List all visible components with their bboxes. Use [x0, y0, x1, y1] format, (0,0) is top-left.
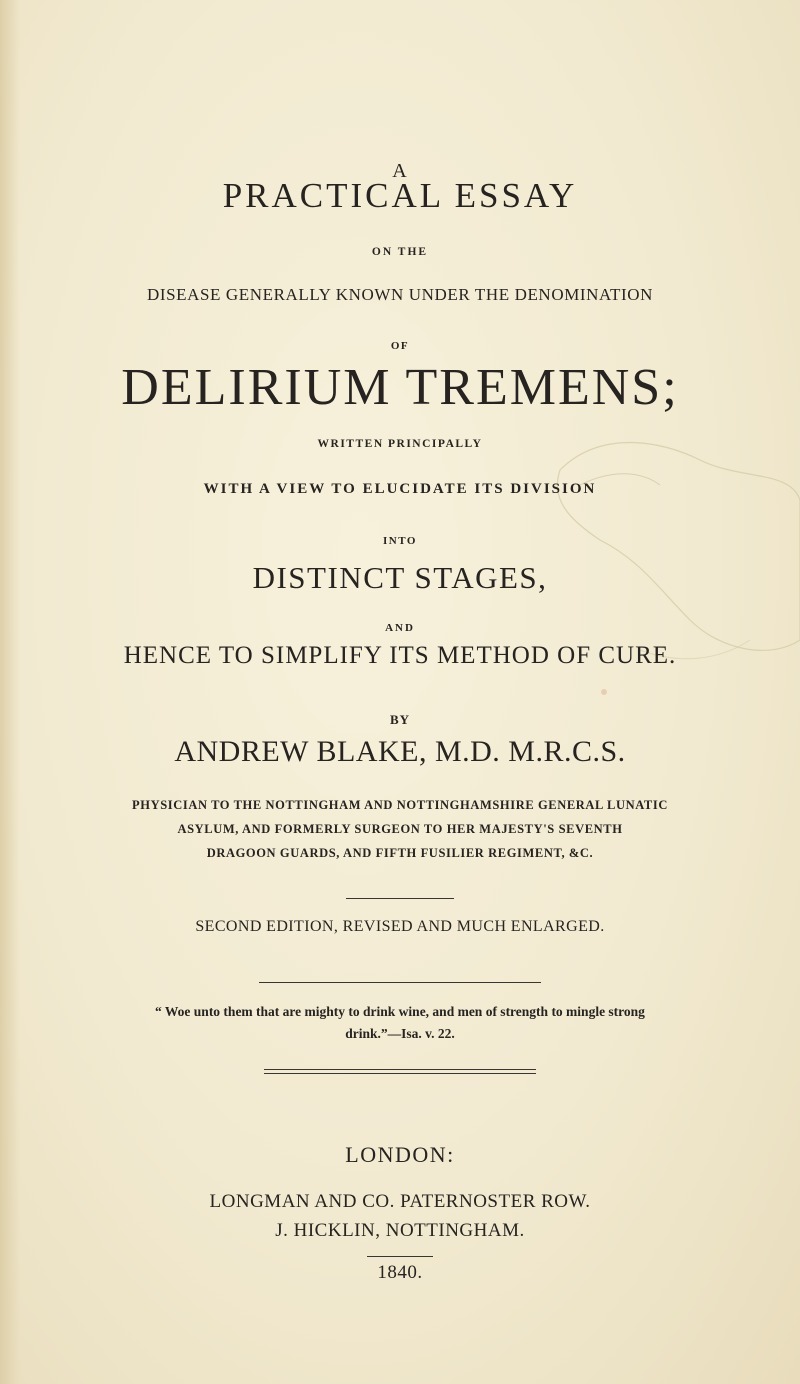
epigraph-line: “ Woe unto them that are mighty to drink wine, and men of strength to mingle strong [155, 1004, 645, 1019]
epigraph-line: drink.”—Isa. v. 22. [345, 1026, 455, 1041]
on-the-text: ON THE [371, 246, 429, 258]
and-text: AND [385, 622, 415, 634]
by-text: BY [389, 712, 411, 727]
disease-name-heading: DELIRIUM TREMENS; [121, 359, 679, 416]
author-name: ANDREW BLAKE, M.D. M.R.C.S. [174, 735, 626, 768]
divider-rule [346, 898, 454, 899]
divider-rule [259, 982, 541, 983]
written-principally-text: WRITTEN PRINCIPALLY [317, 438, 483, 450]
of-text: OF [390, 340, 410, 352]
into-text: INTO [383, 535, 417, 547]
publisher-line: LONGMAN AND CO. PATERNOSTER ROW. [209, 1191, 591, 1212]
affiliation-line: PHYSICIAN TO THE NOTTINGHAM AND NOTTINGHAMSHIRE GENERAL LUNATIC [132, 798, 668, 812]
divider-double-rule [264, 1069, 536, 1074]
title-main: PRACTICAL ESSAY [222, 176, 578, 215]
publication-year: 1840. [377, 1262, 423, 1283]
distinct-stages-heading: DISTINCT STAGES, [252, 560, 548, 595]
affiliation-line: ASYLUM, AND FORMERLY SURGEON TO HER MAJESTY'S SEVENTH [177, 822, 623, 836]
publisher-line: J. HICKLIN, NOTTINGHAM. [275, 1220, 525, 1241]
affiliation-line: DRAGOON GUARDS, AND FIFTH FUSILIER REGIMENT, &C. [206, 846, 594, 860]
edition-statement: SECOND EDITION, REVISED AND MUCH ENLARGED. [195, 918, 605, 935]
title-article: A [392, 160, 408, 182]
with-a-view-text: WITH A VIEW TO ELUCIDATE ITS DIVISION [203, 481, 597, 497]
subject-line: DISEASE GENERALLY KNOWN UNDER THE DENOMINATION [146, 285, 654, 304]
divider-rule [367, 1256, 433, 1257]
place-of-publication: LONDON: [345, 1142, 455, 1167]
hence-line: HENCE TO SIMPLIFY ITS METHOD OF CURE. [123, 642, 677, 669]
